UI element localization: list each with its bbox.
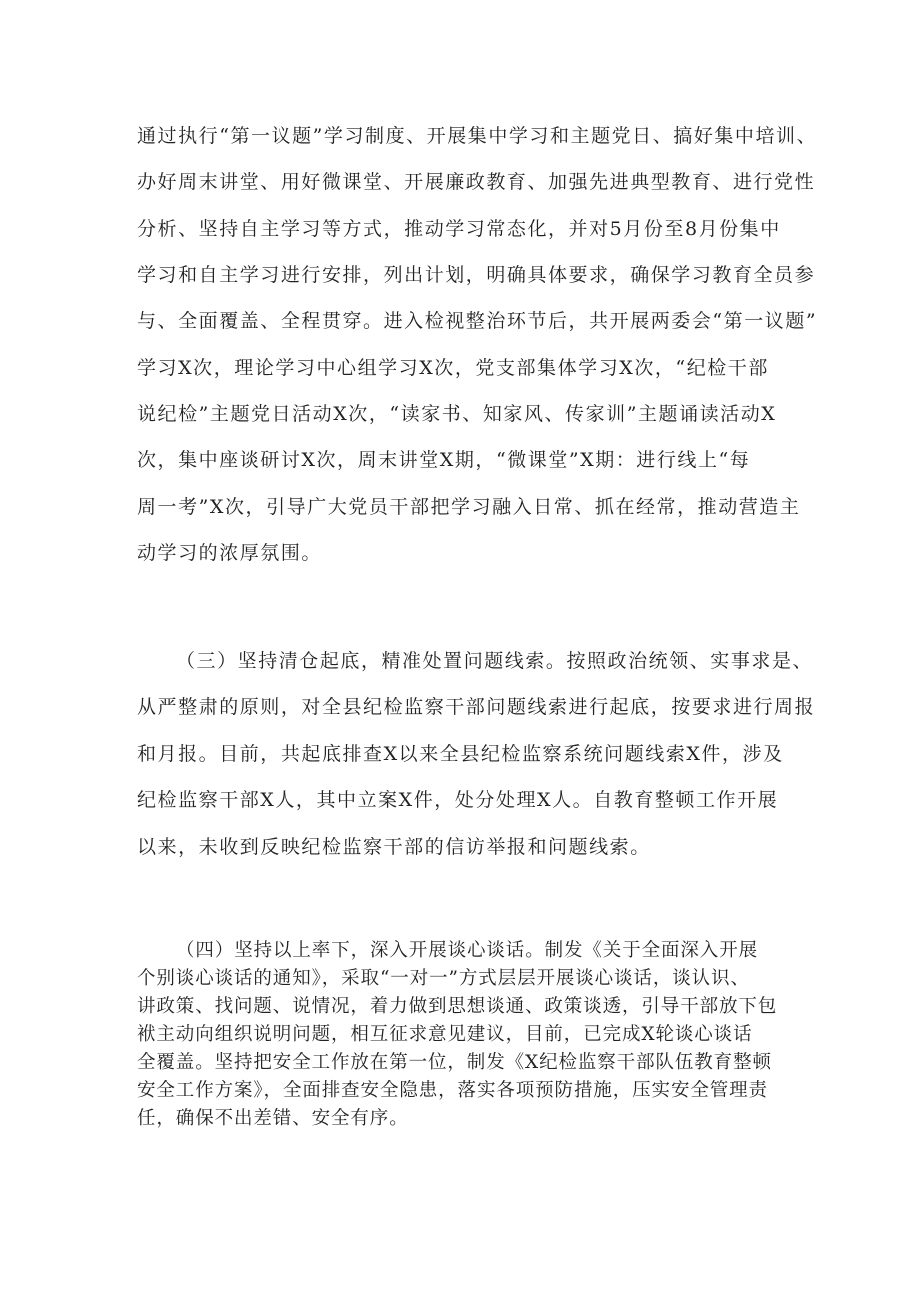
text-line: 从严整肃的原则，对全县纪检监察干部问题线索进行起底，按要求进行周报 (137, 696, 816, 718)
text-line: 讲政策、找问题、说情况，着力做到思想谈通、政策谈透，引导干部放下包 (137, 996, 778, 1017)
text-line: 纪检监察干部X人，其中立案X件，处分处理X人。自教育整顿工作开展 (137, 789, 779, 811)
text-line: 说纪检”主题党日活动X次，“读家书、知家风、传家训”主题诵读活动X (137, 403, 777, 425)
text-line: 以来，未收到反映纪检监察干部的信访举报和问题线索。 (137, 836, 651, 858)
text-line: 周一考”X次，引导广大党员干部把学习融入日常、抓在经常，推动营造主 (137, 496, 801, 518)
section-heading-line: （三）坚持清仓起底，精准处置问题线索。按照政治统领、实事求是、 (176, 650, 814, 672)
text-line: 和月报。目前，共起底排查X以来全县纪检监察系统问题线索X件，涉及 (137, 743, 784, 765)
text-line: 学习X次，理论学习中心组学习X次，党支部集体学习X次，“纪检干部 (137, 357, 769, 379)
text-line: 个别谈心谈话的通知》，采取“一对一”方式层层开展谈心谈话，谈认识、 (137, 968, 750, 989)
text-line: 学习和自主学习进行安排，列出计划，明确具体要求，确保学习教育全员参 (137, 264, 816, 286)
text-line: 与、全面覆盖、全程贯穿。进入检视整治环节后，共开展两委会“第一议题” (137, 310, 818, 332)
text-line: 通过执行“第一议题”学习制度、开展集中学习和主题党日、搞好集中培训、 (137, 125, 818, 147)
text-line: 分析、坚持自主学习等方式，推动学习常态化，并对5月份至8月份集中 (137, 218, 781, 240)
text-line: 全覆盖。坚持把安全工作放在第一位，制发《X纪检监察干部队伍教育整顿 (137, 1052, 772, 1073)
text-line: 动学习的浓厚氛围。 (137, 542, 322, 564)
text-line: 次，集中座谈研讨X次，周末讲堂X期，“微课堂”X期：进行线上“每 (137, 449, 751, 471)
text-line: 任，确保不出差错、安全有序。 (137, 1108, 409, 1129)
text-line: 安全工作方案》，全面排查安全隐患，落实各项预防措施，压实安全管理责 (137, 1080, 768, 1101)
section-heading-line: （四）坚持以上率下，深入开展谈心谈话。制发《关于全面深入开展 (176, 940, 759, 961)
text-line: 办好周末讲堂、用好微课堂、开展廉政教育、加强先进典型教育、进行党性 (137, 171, 816, 193)
text-line: 袱主动向组织说明问题，相互征求意见建议，目前，已完成X轮谈心谈话 (137, 1024, 753, 1045)
